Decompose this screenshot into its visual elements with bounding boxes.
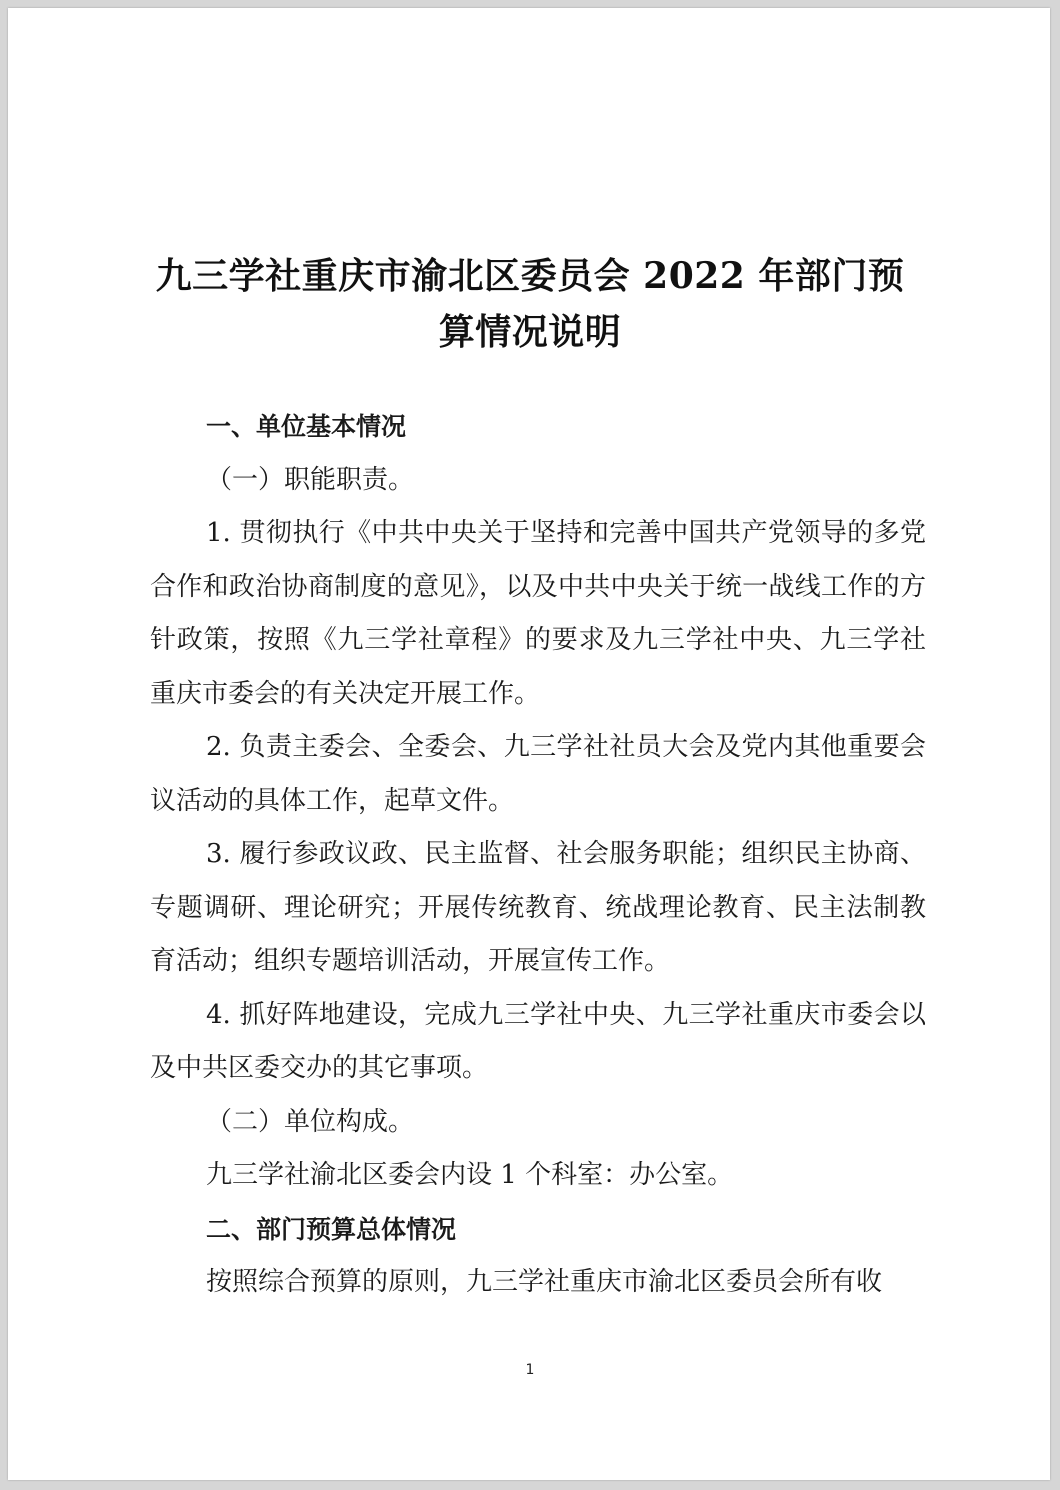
duty-item-4: 4. 抓好阵地建设，完成九三学社中央、九三学社重庆市委会以及中共区委交办的其它事项。: [150, 999, 926, 1083]
section-heading-budget-overview: 二、部门预算总体情况: [206, 1214, 457, 1244]
title-line-2: 算情况说明: [438, 311, 622, 353]
subsection-composition: （二）单位构成。: [206, 1106, 415, 1137]
page-number: 1: [525, 1362, 535, 1378]
budget-overview-text: 按照综合预算的原则，九三学社重庆市渝北区委员会所有收: [206, 1267, 883, 1297]
duty-item-2: 2. 负责主委会、全委会、九三学社社员大会及党内其他重要会议活动的具体工作，起草文件。: [150, 732, 926, 816]
document-page: [8, 8, 1050, 1480]
duty-item-1: 1. 贯彻执行《中共中央关于坚持和完善中国共产党领导的多党合作和政治协商制度的意见》，以及中共中央关于统一战线工作的方针政策，按照《九三学社章程》的要求及九三学社中央、九三学社重庆市委会的有关决定开展工作。: [150, 518, 926, 709]
title-line-1: 九三学社重庆市渝北区委员会 2022 年部门预: [155, 255, 905, 297]
subsection-duties: （一）职能职责。: [206, 464, 415, 495]
composition-text: 九三学社渝北区委会内设 1 个科室：办公室。: [206, 1160, 734, 1190]
document-title: [0, 248, 1060, 360]
section-heading-basic-info: 一、单位基本情况: [206, 412, 407, 441]
document-body: [150, 400, 926, 1310]
duty-item-3: 3. 履行参政议政、民主监督、社会服务职能；组织民主协商、专题调研、理论研究；开展传统教育、统战理论教育、民主法制教育活动；组织专题培训活动，开展宣传工作。: [150, 839, 926, 976]
